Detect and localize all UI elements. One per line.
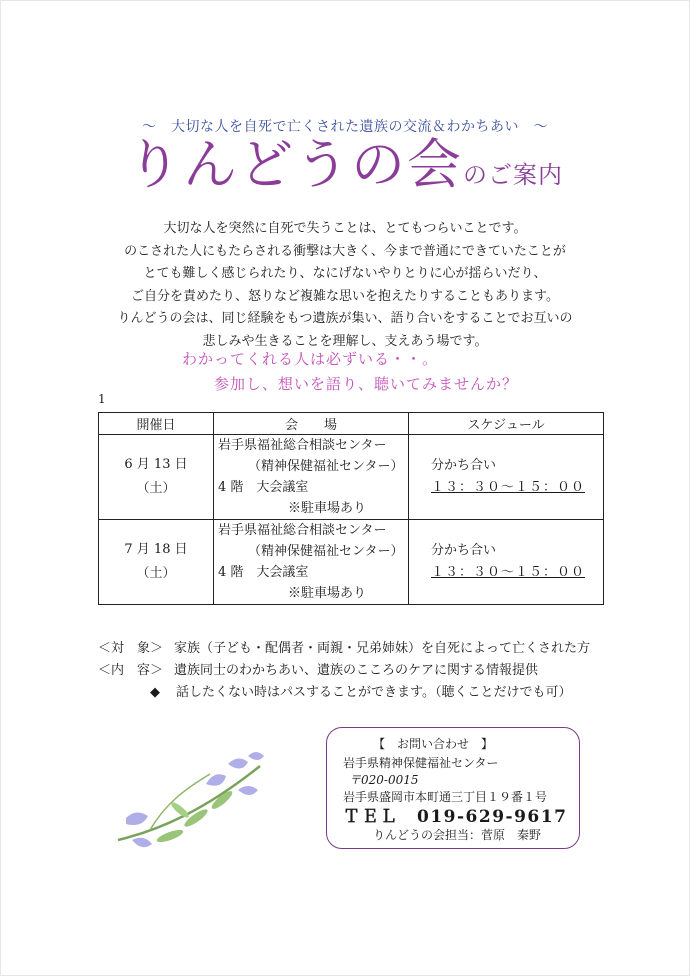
weekday-text: （土） [136, 566, 176, 581]
venue-parking: ※駐車場あり [288, 586, 367, 601]
target-line [98, 638, 590, 660]
schedule-cell [409, 435, 604, 520]
time-text: １３：３０～１５：００ [431, 565, 586, 580]
gentian-flower-illustration [110, 744, 270, 854]
table-row [99, 520, 604, 605]
info-block [98, 638, 590, 704]
title-suffix: のご案内 [463, 161, 563, 189]
weekday-text: （土） [136, 481, 176, 496]
intro-line: ご自分を責めたり、怒りなど複雑な思いを抱えたりすることもあります。 [131, 288, 559, 304]
contact-box [326, 727, 580, 849]
time-text: １３：３０～１５：００ [431, 480, 586, 495]
page-number: 1 [98, 392, 106, 406]
venue-room: 4 階 大会議室 [218, 565, 309, 580]
note-text: 話したくない時はパスすることができます。（聴くことだけでも可） [176, 685, 572, 700]
header-venue: 会 場 [214, 413, 409, 435]
schedule-table [98, 412, 604, 605]
content-label: ＜内 容＞ [98, 663, 164, 678]
date-cell [99, 435, 214, 520]
schedule-cell [409, 520, 604, 605]
subtitle: ～ 大切な人を自死で亡くされた遺族の交流＆わかちあい ～ [142, 119, 548, 135]
venue-cell [214, 435, 409, 520]
venue-name: 岩手県福祉総合相談センター [218, 438, 387, 453]
table-header-row [99, 413, 604, 435]
highlight-line-1: わかってくれる人は必ずいる・・。 [182, 350, 439, 368]
page-title [0, 133, 690, 196]
intro-line: りんどうの会は、同じ経験をもつ遺族が集い、語り合いをすることでお互いの [117, 311, 573, 326]
activity-text: 分かち合い [431, 458, 497, 473]
target-text: 家族（子ども・配偶者・両親・兄弟姉妹）を自死によって亡くされた方 [174, 641, 591, 656]
intro-paragraph [100, 218, 590, 353]
title-main: りんどうの会 [127, 133, 463, 196]
venue-alias: （精神保健福祉センター） [248, 544, 404, 559]
target-label: ＜対 象＞ [98, 641, 164, 656]
contact-person: りんどうの会担当：菅原 秦野 [373, 828, 542, 842]
venue-room: 4 階 大会議室 [218, 480, 309, 495]
highlight-line-2: 参加し、想いを語り、聴いてみませんか？ [214, 375, 519, 393]
contact-zip: 〒020-0015 [349, 773, 419, 787]
intro-line: のこされた人にもたらされる衝撃は大きく、今まで普通にできていたことが [124, 243, 566, 259]
diamond-icon: ◆ [150, 685, 160, 700]
table-row [99, 435, 604, 520]
header-date: 開催日 [99, 413, 214, 435]
intro-line: 悲しみや生きることを理解し、支えあう場です。 [202, 333, 488, 349]
contact-address: 岩手県盛岡市本町通三丁目１９番１号 [343, 790, 548, 804]
activity-text: 分かち合い [431, 543, 497, 558]
note-line [98, 682, 590, 704]
intro-line: とても難しく感じられたり、なにげないやりとりに心が揺らいだり、 [143, 266, 547, 281]
date-text: 6 月 13 日 [124, 457, 188, 472]
date-text: 7 月 18 日 [124, 542, 188, 557]
header-schedule: スケジュール [409, 413, 604, 435]
content-text: 遺族同士のわかちあい、遺族のこころのケアに関する情報提供 [174, 663, 539, 678]
venue-parking: ※駐車場あり [288, 501, 367, 516]
venue-alias: （精神保健福祉センター） [248, 459, 404, 474]
contact-tel: ＴＥＬ 019-629-9617 [343, 807, 568, 827]
contact-org: 岩手県精神保健福祉センター [343, 756, 499, 770]
venue-cell [214, 520, 409, 605]
contact-header: 【 お問い合わせ 】 [373, 737, 494, 751]
content-line [98, 660, 590, 682]
venue-name: 岩手県福祉総合相談センター [218, 523, 387, 538]
intro-line: 大切な人を突然に自死で失うことは、とてもつらいことです。 [163, 221, 527, 236]
date-cell [99, 520, 214, 605]
